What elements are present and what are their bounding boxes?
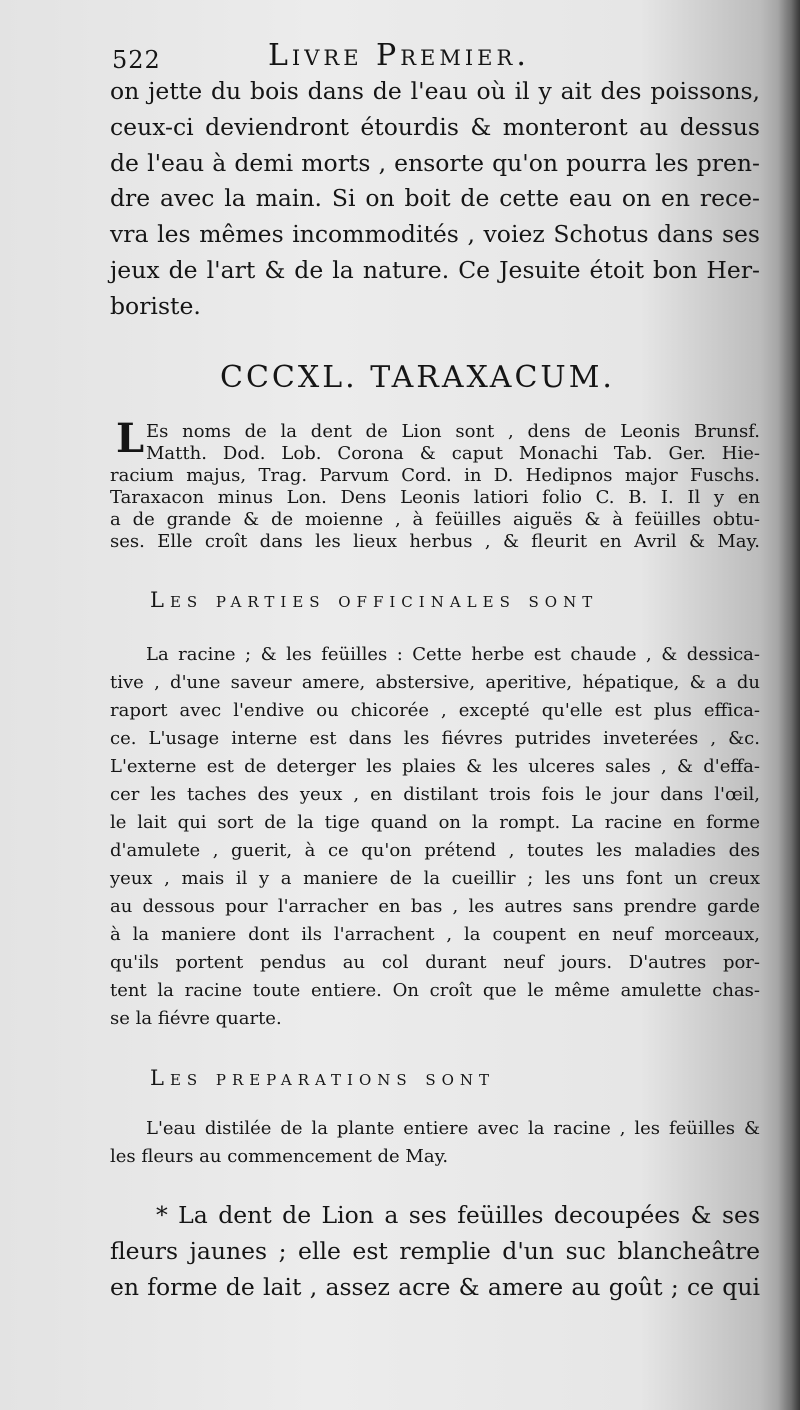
- text-line: L'eau distilée de la plante entiere avec la racine , les feüilles &: [146, 1117, 760, 1139]
- text-line: tent la racine toute entiere. On croît que le même amulette chas-: [110, 979, 760, 1001]
- text-line: au dessous pour l'arracher en bas , les autres sans prendre garde: [110, 895, 760, 917]
- subheading-preparations: Les preparations sont: [150, 1065, 496, 1090]
- text-line: Es noms de la dent de Lion sont , dens de Leonis Brunsf.: [146, 420, 760, 442]
- text-line: yeux , mais il y a maniere de la cueillir ; les uns font un creux: [110, 867, 760, 889]
- text-line: La racine ; & les feüilles : Cette herbe est chaude , & dessica-: [146, 643, 760, 665]
- text-line: Matth. Dod. Lob. Corona & caput Monachi Tab. Ger. Hie-: [146, 442, 760, 464]
- text-line: en forme de lait , assez acre & amere au goût ; ce qui: [110, 1272, 760, 1301]
- text-line: a de grande & de moienne , à feüilles aiguës & à feüilles obtu-: [110, 508, 760, 530]
- running-title: Livre Premier.: [268, 38, 530, 73]
- text-line: se la fiévre quarte.: [110, 1007, 282, 1029]
- text-line: Taraxacon minus Lon. Dens Leonis latiori folio C. B. I. Il y en: [110, 486, 760, 508]
- text-line: le lait qui sort de la tige quand on la rompt. La racine en forme: [110, 811, 760, 833]
- text-line: dre avec la main. Si on boit de cette eau on en rece-: [110, 184, 760, 213]
- section-title: CCCXL. TARAXACUM.: [220, 359, 615, 395]
- text-line: cer les taches des yeux , en distilant trois fois le jour dans l'œil,: [110, 783, 760, 805]
- text-line: de l'eau à demi morts , ensorte qu'on pourra les pren-: [110, 148, 760, 177]
- text-line: fleurs jaunes ; elle est remplie d'un suc blancheâtre: [110, 1236, 760, 1265]
- names-paragraph: [110, 414, 760, 553]
- text-line: ses. Elle croît dans les lieux herbus , & fleurit en Avril & May.: [110, 530, 760, 552]
- text-line: boriste.: [110, 291, 201, 320]
- intro-paragraph: [110, 74, 760, 325]
- drop-cap: L: [116, 414, 145, 462]
- closing-paragraph: [110, 1197, 760, 1305]
- text-line: racium majus, Trag. Parvum Cord. in D. Hedipnos major Fuschs.: [110, 464, 760, 486]
- page-header: [110, 38, 760, 74]
- text-line: qu'ils portent pendus au col durant neuf jours. D'autres por-: [110, 951, 760, 973]
- text-line: on jette du bois dans de l'eau où il y ait des poissons,: [110, 77, 760, 105]
- text-line: tive , d'une saveur amere, abstersive, aperitive, hépatique, & a du: [110, 671, 760, 693]
- officinal-paragraph: [110, 641, 760, 1033]
- text-line: à la maniere dont ils l'arrachent , la coupent en neuf morceaux,: [110, 923, 760, 945]
- text-line: jeux de l'art & de la nature. Ce Jesuite étoit bon Her-: [110, 255, 760, 284]
- text-line: * La dent de Lion a ses feüilles decoupées & ses: [156, 1200, 760, 1229]
- text-line: raport avec l'endive ou chicorée , excepté qu'elle est plus effica-: [110, 699, 760, 721]
- text-line: d'amulete , guerit, à ce qu'on prétend , toutes les maladies des: [110, 839, 760, 861]
- preparations-paragraph: [110, 1115, 760, 1171]
- subheading-officinal: Les parties officinales sont: [150, 587, 599, 612]
- text-block: [110, 38, 760, 1305]
- text-line: L'externe est de deterger les plaies & les ulceres sales , & d'effa-: [110, 755, 760, 777]
- text-line: ceux-ci deviendront étourdis & monteront au dessus: [110, 112, 760, 141]
- text-line: ce. L'usage interne est dans les fiévres putrides inveterées , &c.: [110, 727, 760, 749]
- page-edge-shadow: [778, 0, 800, 1410]
- text-line: les fleurs au commencement de May.: [110, 1145, 449, 1167]
- page-number: 522: [112, 46, 161, 74]
- text-line: vra les mêmes incommodités , voiez Schotus dans ses: [110, 220, 760, 249]
